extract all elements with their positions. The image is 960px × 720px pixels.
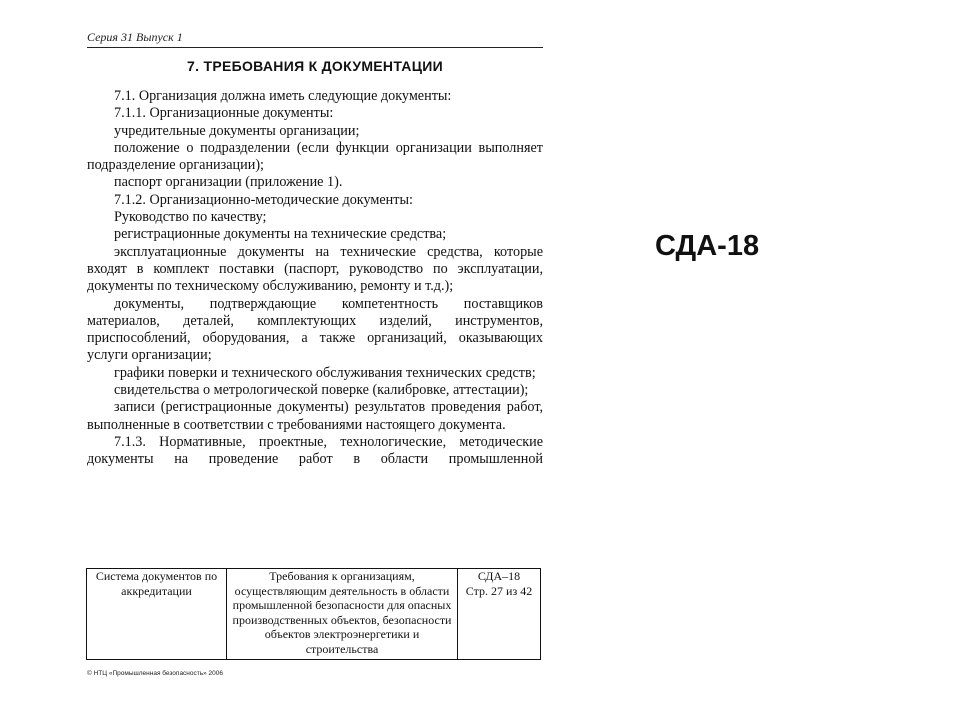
paragraph: свидетельства о метрологической поверке (калибровке, аттестации); [114, 382, 529, 399]
paragraph: документы, подтверждающие компетентность поставщиков материалов, деталей, комплектующих изделий, инструментов, приспособлений, оборудования, а также организаций, оказывающих услуги организации; [87, 295, 543, 364]
footer-system-cell: Система документов по аккредитации [87, 569, 227, 660]
series-label: Серия 31 Выпуск 1 [87, 30, 183, 44]
document-code-label: СДА-18 [655, 230, 760, 262]
document-body [87, 88, 543, 469]
paragraph: 7.1.1. Организационные документы: [114, 105, 334, 122]
footer-page-number: Стр. 27 из 42 [465, 583, 533, 598]
footer-doc-code: СДА–18 [477, 569, 521, 583]
paragraph: записи (регистрационные документы) результатов проведения работ, выполненные в соответствии с требованиями настоящего документа. [87, 399, 543, 433]
footer-requirements-cell: Требования к организациям, осуществляющим деятельность в области промышленной безопасности для опасных производственных объектов, безопасности объектов электроэнергетики и строительства [227, 569, 458, 660]
paragraph: эксплуатационные документы на технические средства, которые входят в комплект поставки (паспорт, руководство по эксплуатации, документы по техническому обслуживанию, ремонту и т.д.); [87, 243, 543, 295]
section-title: 7. ТРЕБОВАНИЯ К ДОКУМЕНТАЦИИ [187, 58, 443, 74]
paragraph: графики поверки и технического обслуживания технических средств; [114, 364, 536, 381]
paragraph: регистрационные документы на технические средства; [114, 226, 447, 243]
paragraph: 7.1. Организация должна иметь следующие документы: [114, 88, 452, 104]
footer-code-cell [458, 569, 541, 660]
paragraph: паспорт организации (приложение 1). [114, 174, 343, 191]
footer-row [87, 569, 541, 660]
paragraph: 7.1.3. Нормативные, проектные, технологические, методические документы на проведение работ в области промышленной [87, 433, 543, 468]
copyright-line: © НТЦ «Промышленная безопасность» 2006 [87, 670, 224, 677]
paragraph: Руководство по качеству; [114, 209, 267, 226]
paragraph: положение о подразделении (если функции организации выполняет подразделение организации); [87, 139, 543, 174]
paragraph: учредительные документы организации; [114, 122, 360, 139]
footer-table [86, 568, 541, 660]
page-header [87, 30, 543, 48]
paragraph: 7.1.2. Организационно-методические документы: [114, 191, 413, 208]
